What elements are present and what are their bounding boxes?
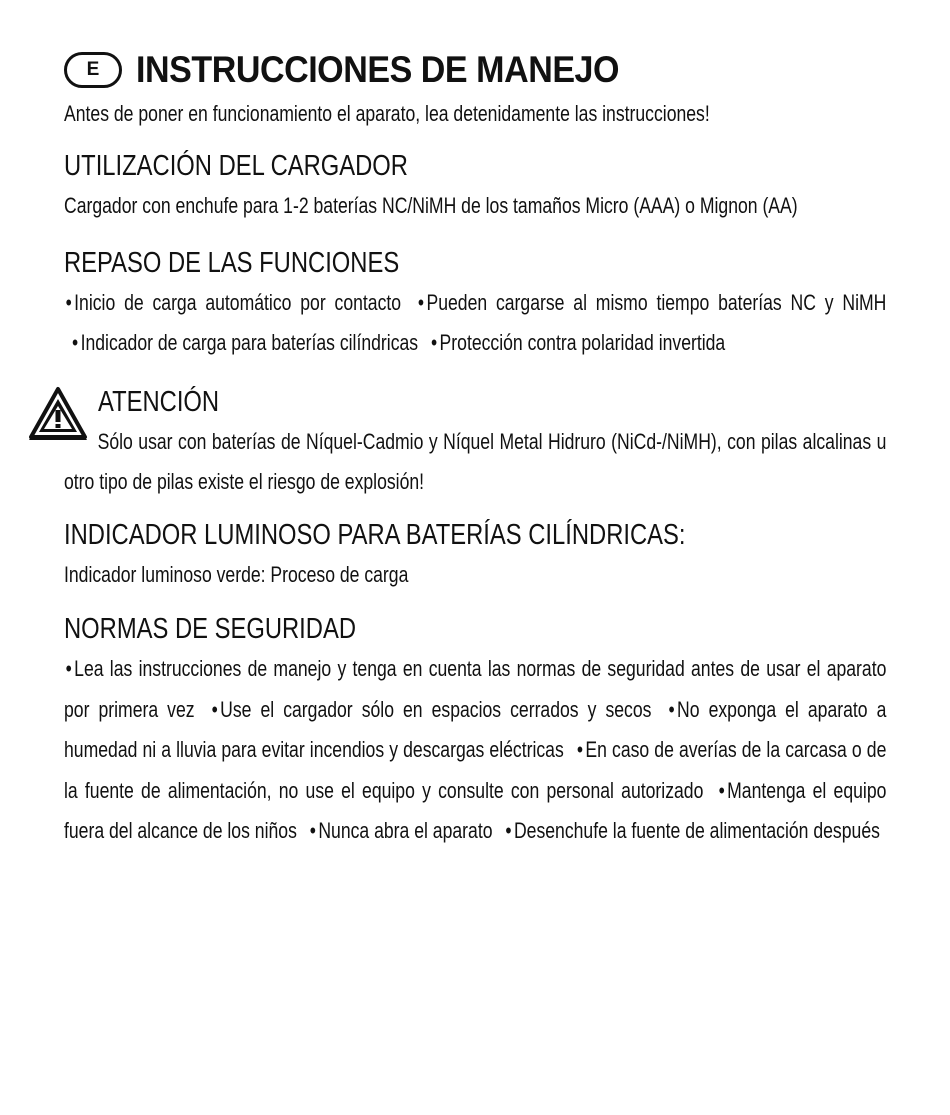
bullet-paragraph [64, 649, 886, 852]
bullet-icon: • [65, 289, 72, 315]
title-row [64, 42, 886, 98]
bullet-icon: • [718, 777, 725, 803]
bullet-item: Desenchufe la fuente de alimentación después [513, 818, 880, 843]
section-heading: NORMAS DE SEGURIDAD [64, 613, 357, 645]
instructions-page [64, 42, 886, 852]
bullet-item: Nunca abra el aparato [318, 818, 493, 843]
section-functions-overview [64, 243, 886, 364]
bullet-icon: • [668, 696, 675, 722]
page-title: INSTRUCCIONES DE MANEJO [136, 49, 620, 90]
bullet-icon: • [430, 330, 438, 355]
section-heading: UTILIZACIÓN DEL CARGADOR [64, 150, 408, 182]
bullet-item: Inicio de carga automático por contacto [74, 289, 402, 315]
section-text: Cargador con enchufe para 1-2 baterías NC/NiMH de los tamaños Micro (AAA) o Mignon (AA) [64, 193, 798, 218]
language-badge: E [64, 52, 122, 88]
section-indicator-light [64, 515, 886, 596]
bullet-item: En caso de averías de la carcasa o de la fuente de alimentación, no use el equipo y consulte con personal autorizado [64, 737, 887, 803]
bullet-icon: • [72, 330, 79, 355]
bullet-item: Mantenga el equipo fuera del alcance de los niños [64, 777, 887, 843]
bullet-item: Protección contra polaridad invertida [439, 330, 726, 355]
bullet-icon: • [211, 696, 218, 722]
section-attention [64, 382, 886, 503]
section-charger-usage [64, 146, 886, 227]
bullet-icon: • [309, 818, 316, 843]
section-heading: ATENCIÓN [98, 385, 220, 418]
section-safety-rules [64, 609, 886, 852]
section-text: Indicador luminoso verde: Proceso de carga [64, 561, 409, 587]
bullet-icon: • [417, 289, 425, 315]
bullet-icon: • [65, 656, 72, 681]
bullet-icon: • [505, 818, 512, 843]
section-heading: REPASO DE LAS FUNCIONES [64, 246, 400, 279]
intro-text: Antes de poner en funcionamiento el aparato, lea detenidamente las instrucciones! [64, 101, 710, 126]
attention-text: Sólo usar con baterías de Níquel-Cadmio y Níquel Metal Hidruro (NiCd-/NiMH), con pilas alcalinas u otro tipo de pilas existe el riesgo de explosión! [64, 428, 887, 494]
section-heading: INDICADOR LUMINOSO PARA BATERÍAS CILÍNDRICAS: [64, 518, 686, 551]
bullet-icon: • [576, 737, 584, 762]
bullet-item: Lea las instrucciones de manejo y tenga en cuenta las normas de seguridad antes de usar el aparato por primera vez [64, 656, 887, 722]
bullet-item: Indicador de carga para baterías cilíndricas [80, 330, 419, 355]
bullet-item: No exponga el aparato a humedad ni a lluvia para evitar incendios y descargas eléctricas [64, 696, 887, 762]
bullet-item: Pueden cargarse al mismo tiempo baterías NC y NiMH [426, 289, 887, 315]
bullet-paragraph [64, 283, 886, 364]
bullet-item: Use el cargador sólo en espacios cerrados y secos [220, 696, 652, 722]
